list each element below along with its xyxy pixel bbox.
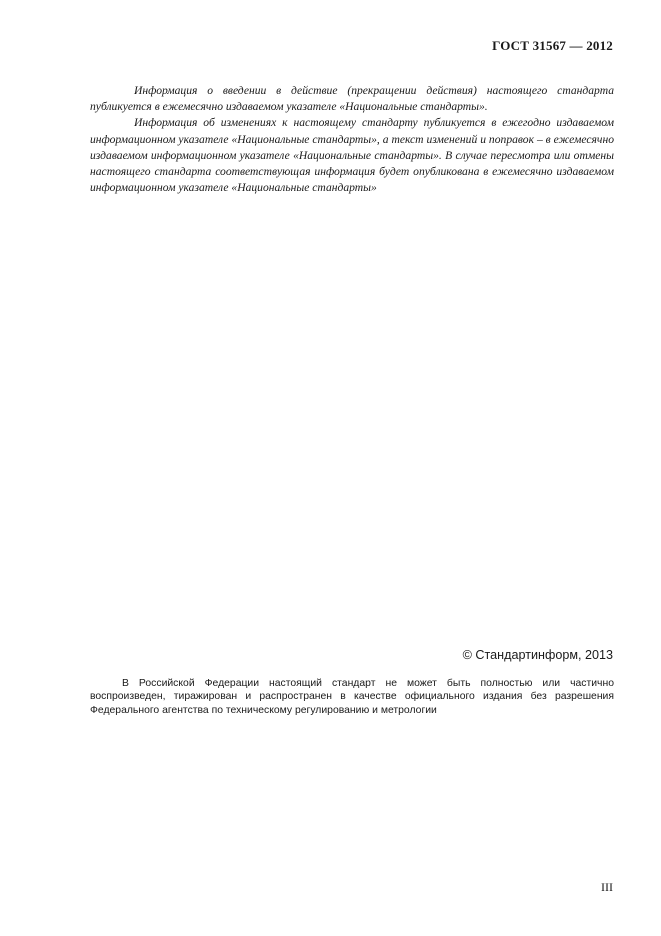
reproduction-notice-text: В Российской Федерации настоящий стандарт не может быть полностью или частично воспроизведен, тиражирован и распространен в качестве официального издания без разрешения Федерального агентства по техническому регулированию и метрологии: [90, 678, 614, 716]
info-paragraph-changes: Информация об изменениях к настоящему стандарту публикуется в ежегодно издаваемом информационном указателе «Национальные стандарты», а текст изменений и поправок – в ежемесячно издаваемом информационном указателе «Национальные стандарты». В случае пересмотра или отмены настоящего стандарта соответствующая информация будет опубликована в ежемесячно издаваемом информационном указателе «Национальные стандарты»: [90, 116, 614, 195]
page-number: III: [601, 880, 613, 894]
info-paragraph-effective: Информация о введении в действие (прекращении действия) настоящего стандарта публикуется в ежемесячно издаваемом указателе «Национальные стандарты».: [90, 84, 614, 114]
publication-info: [90, 83, 614, 196]
copyright-notice: © Стандартинформ, 2013: [462, 648, 613, 662]
reproduction-notice: [90, 677, 614, 717]
standard-header: ГОСТ 31567 — 2012: [492, 38, 613, 53]
